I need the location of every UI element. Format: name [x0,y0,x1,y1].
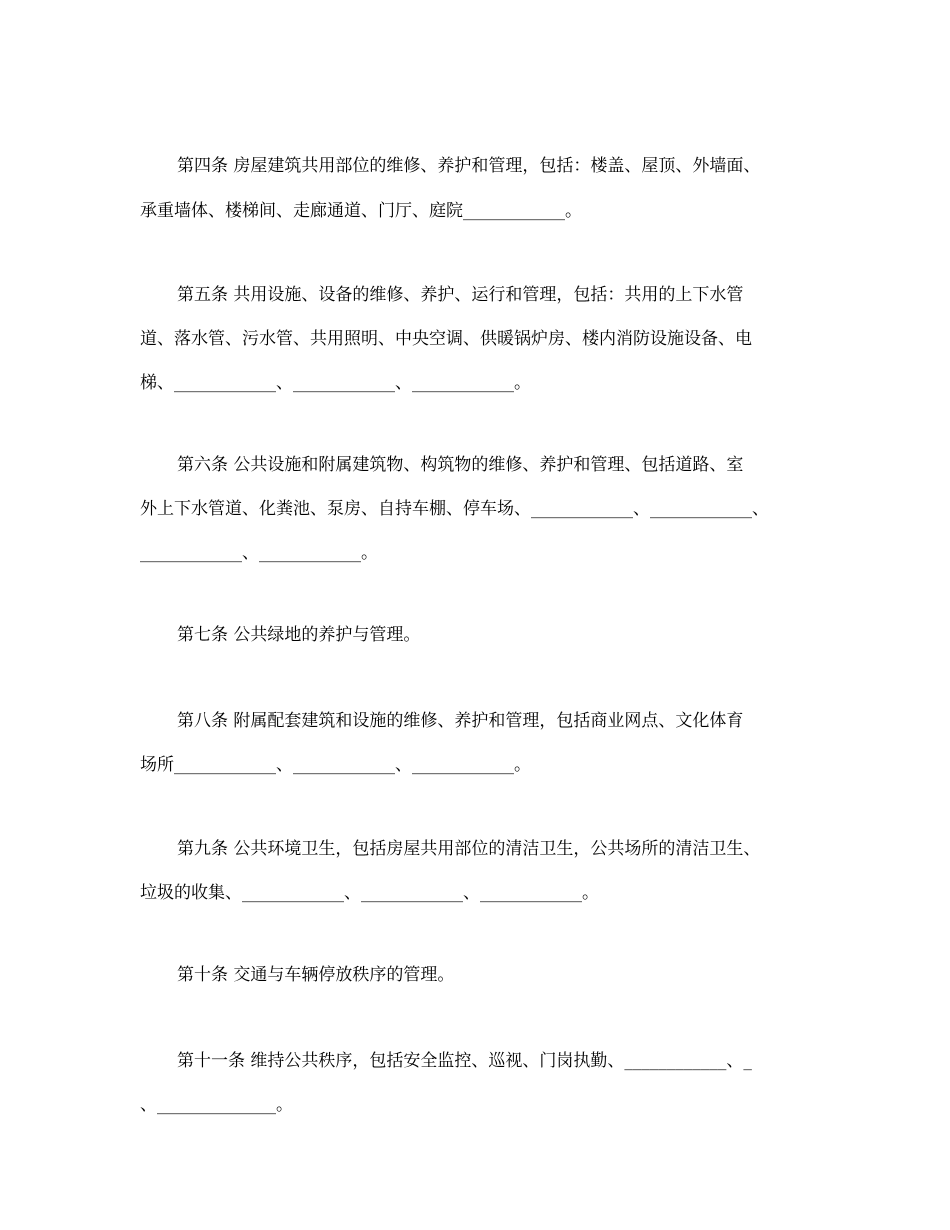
clause-5-line-2: 道、落水管、污水管、共用照明、中央空调、供暖锅炉房、楼内消防设施设备、电 [140,329,752,349]
clause-11-line-1: 第十一条 维持公共秩序，包括安全监控、巡视、门岗执勤、____________、_ [177,1051,752,1071]
clause-5-line-3: 梯、____________、____________、____________。 [140,373,531,393]
clause-10-line-1: 第十条 交通与车辆停放秩序的管理。 [177,965,455,985]
clause-8-line-2: 场所____________、____________、____________。 [140,755,531,775]
clause-6-line-1: 第六条 公共设施和附属建筑物、构筑物的维修、养护和管理、包括道路、室 [177,455,744,475]
clause-9-line-2: 垃圾的收集、____________、____________、____________。 [140,883,599,903]
clause-5-line-1: 第五条 共用设施、设备的维修、养护、运行和管理，包括：共用的上下水管 [177,285,744,305]
clause-4-line-1: 第四条 房屋建筑共用部位的维修、养护和管理，包括：楼盖、屋顶、外墙面、 [177,156,761,176]
clause-7-line-1: 第七条 公共绿地的养护与管理。 [177,625,421,645]
clause-8-line-1: 第八条 附属配套建筑和设施的维修、养护和管理，包括商业网点、文化体育 [177,711,744,731]
clause-11-line-2: 、______________。 [140,1095,293,1115]
clause-6-line-3: ____________、____________。 [140,543,378,563]
clause-9-line-1: 第九条 公共环境卫生，包括房屋共用部位的清洁卫生，公共场所的清洁卫生、 [177,839,761,859]
clause-4-line-2: 承重墙体、楼梯间、走廊通道、门厅、庭院____________。 [140,201,582,221]
clause-6-line-2: 外上下水管道、化粪池、泵房、自持车棚、停车场、____________、____________、 [140,499,769,519]
